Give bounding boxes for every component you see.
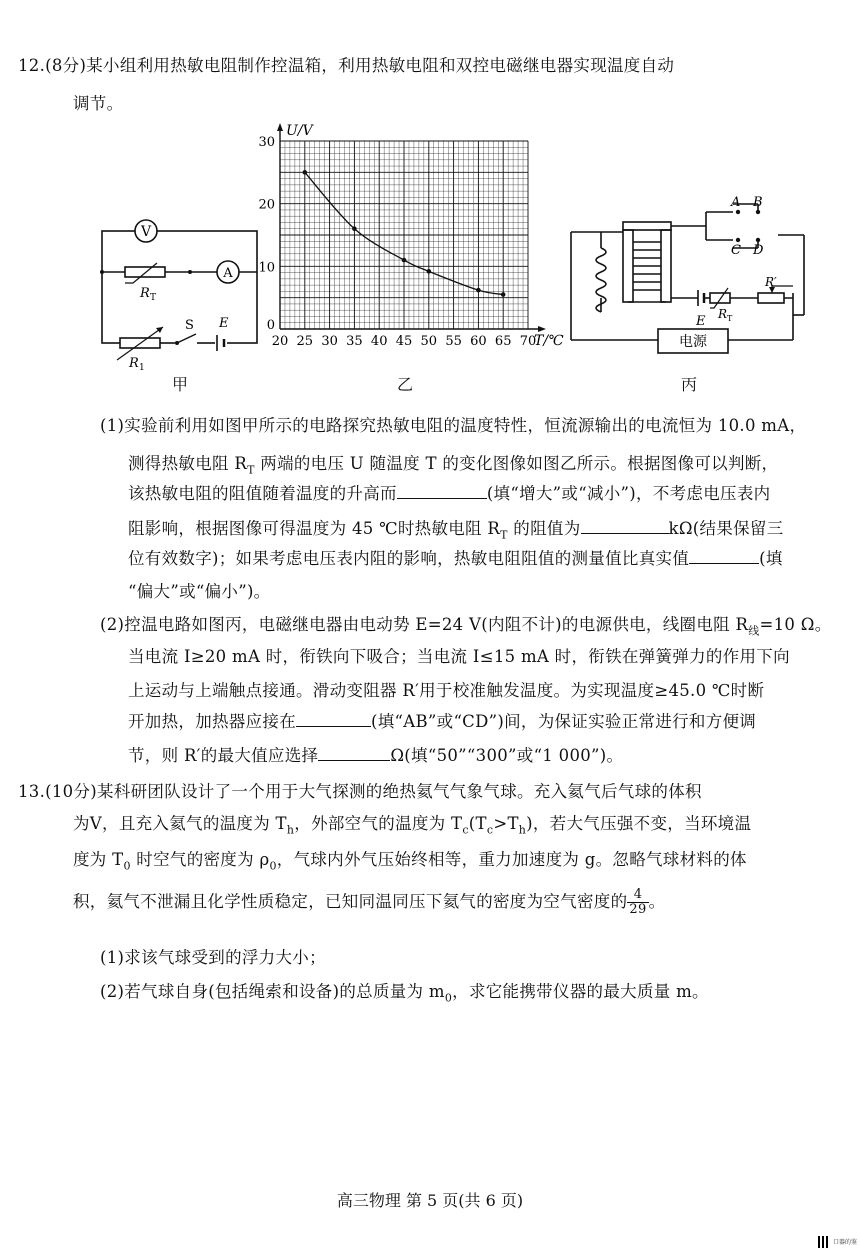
- q12-p2-l4a: 开加热，加热器应接在: [128, 712, 296, 731]
- y-tick-label: 0: [266, 318, 275, 333]
- q12-p2-line1: [100, 611, 832, 638]
- q12-p1-line2: [128, 450, 778, 476]
- chart-xlabel: T/℃: [534, 333, 564, 349]
- q13-line2: [73, 810, 751, 836]
- contact-a-label: A: [731, 195, 741, 210]
- q13-l2b: ，外部空气的温度为 T: [294, 814, 463, 833]
- x-tick-label: 25: [296, 334, 314, 349]
- q13-l3-sub1: 0: [123, 859, 131, 873]
- bing-rprime: [758, 293, 784, 303]
- q12-p1-l3b: (填“增大”或“减小”)，不考虑电压表内: [486, 484, 771, 503]
- q13-sub1: (1)求该气球受到的浮力大小；: [100, 948, 326, 967]
- figure-yi-chart: [258, 116, 580, 351]
- contact-d-label: D: [753, 243, 764, 258]
- q13-l2-sub4: h: [518, 823, 527, 837]
- contact-b-label: B: [753, 195, 763, 210]
- q13-s2-sub: 0: [444, 991, 453, 1005]
- q13-line3: [73, 846, 747, 872]
- y-tick-label: 10: [258, 260, 275, 276]
- q12-p2-line4: [128, 708, 756, 732]
- x-tick-label: 45: [395, 334, 413, 349]
- q13-l3c: ，气球内外气压始终相等，重力加速度为 g。忽略气球材料的体: [276, 850, 747, 869]
- x-tick-label: 55: [445, 334, 462, 349]
- q13-l2a: 为V，且充入氦气的温度为 T: [73, 814, 287, 833]
- q13-sub2: [100, 978, 709, 1004]
- q12-p1-l4a: 阻影响，根据图像可得温度为 45 ℃时热敏电阻 R: [128, 519, 501, 538]
- figure-jia-circuit: [95, 215, 270, 390]
- q12-p2-l1-sub: 线: [748, 624, 760, 638]
- q12-p2-line5: [128, 742, 623, 766]
- q13-l3-sub2: 0: [269, 859, 277, 873]
- figure-bing-circuit: [568, 190, 808, 365]
- q12-p2-l5a: 节，则 R′的最大值应选择: [128, 746, 319, 765]
- figure-jia-caption: 甲: [172, 375, 189, 394]
- power-source-label: 电源: [679, 334, 707, 350]
- q12-p1-line6: “偏大”或“偏小”)。: [128, 582, 271, 601]
- q12-line1: 12.(8分)某小组利用热敏电阻制作控温箱，利用热敏电阻和双控电磁继电器实现温度自动: [18, 56, 675, 75]
- q12-p1-line5: [128, 545, 783, 569]
- q12-p1-l5a: 位有效数字)；如果考虑电压表内阻的影响，热敏电阻阻值的测量值比真实值: [128, 549, 690, 568]
- page-footer: 高三物理 第 5 页(共 6 页): [336, 1191, 524, 1210]
- x-tick-label: 60: [470, 334, 487, 349]
- q13-l2-sub1: h: [286, 823, 295, 837]
- q12-p1-line1: (1)实验前利用如图甲所示的电路探究热敏电阻的温度特性，恒流源输出的电流恒为 10.0 mA，: [100, 416, 807, 435]
- figure-yi-caption: 乙: [397, 375, 414, 394]
- q12-p1-l4b: 的阻值为: [507, 519, 581, 538]
- r1-label: R: [129, 356, 139, 371]
- battery-label: E: [219, 316, 229, 331]
- q13-l2-sub2: c: [462, 823, 469, 837]
- ammeter-label: A: [223, 266, 233, 281]
- q13-l2-sub3: c: [486, 823, 494, 837]
- chart-ylabel: U/V: [286, 123, 313, 139]
- bing-thermistor: [710, 293, 730, 303]
- rt-label: R: [140, 286, 150, 301]
- q13-line1: 13.(10分)某科研团队设计了一个用于大气探测的绝热氦气气象气球。充入氦气后气球的体积: [18, 782, 702, 801]
- q13-l3a: 度为 T: [73, 850, 124, 869]
- fraction-numerator: 4: [627, 888, 648, 903]
- q12-p1-l2-sub: T: [247, 463, 255, 477]
- q12-p1-line4: [128, 515, 784, 541]
- y-axis-arrow-icon: [277, 123, 283, 131]
- q12-p1-line3: [128, 480, 770, 504]
- data-point: [352, 226, 357, 231]
- x-tick-label: 65: [494, 334, 512, 349]
- q13-s2b: ，求它能携带仪器的最大质量 m。: [452, 982, 709, 1001]
- figure-bing-caption: 丙: [681, 375, 698, 394]
- data-point: [501, 292, 506, 297]
- q12-p2-line2: 当电流 I≥20 mA 时，衔铁向下吸合；当电流 I≤15 mA 时，衔铁在弹簧弹力的作用下向: [128, 647, 790, 666]
- data-point: [402, 258, 407, 263]
- x-tick-label: 50: [420, 334, 438, 349]
- q13-l2d: >T: [493, 814, 519, 833]
- r1-sub: 1: [139, 363, 145, 373]
- q12-p2-l1a: (2)控温电路如图丙，电磁继电器由电动势 E=24 V(内阻不计)的电源供电，线圈电阻 R: [100, 615, 749, 634]
- q12-p2-l1b: =10 Ω。: [759, 615, 832, 634]
- bing-rt-label: R: [718, 307, 728, 321]
- fraction-4-29: [627, 888, 648, 917]
- q13-l4a: 积，氦气不泄漏且化学性质稳定，已知同温同压下氦气的密度为空气密度的: [73, 892, 628, 911]
- q12-p1-l2a: 测得热敏电阻 R: [128, 454, 248, 473]
- thermistor-rt: [125, 267, 165, 277]
- x-tick-label: 30: [321, 334, 338, 349]
- x-tick-label: 35: [346, 334, 363, 349]
- q12-p2-l5b: Ω(填“50”“300”或“1 000”)。: [390, 746, 624, 765]
- qr-code-icon: [818, 1236, 830, 1248]
- answer-blank-2[interactable]: [581, 517, 669, 534]
- q13-line4: [73, 888, 665, 917]
- contact-c-label: C: [731, 243, 741, 258]
- q13-l2e: )，若大气压强不变，当环境温: [526, 814, 752, 833]
- y-tick-label: 20: [258, 197, 275, 213]
- q13-l4b: 。: [648, 892, 666, 911]
- q12-p1-l4-sub: T: [500, 528, 508, 542]
- answer-blank-5[interactable]: [318, 744, 390, 761]
- q12-p1-l2c: 两端的电压 U 随温度 T 的变化图像如图乙所示。根据图像可以判断，: [254, 454, 779, 473]
- q12-p2-line3: 上运动与上端触点接通。滑动变阻器 R′用于校准触发温度。为实现温度≥45.0 ℃时断: [128, 681, 765, 700]
- answer-blank-1[interactable]: [397, 482, 487, 499]
- x-tick-label: 40: [370, 334, 388, 349]
- q13-l2c: (T: [468, 814, 487, 833]
- qr-caption: 口器的鉴: [833, 1239, 858, 1246]
- bing-rt-sub: T: [727, 314, 733, 323]
- x-tick-label: 70: [519, 334, 537, 349]
- x-tick-label: 20: [271, 334, 289, 349]
- answer-blank-3[interactable]: [689, 547, 759, 564]
- data-point: [476, 288, 481, 293]
- data-point: [303, 170, 308, 175]
- voltmeter-label: V: [140, 224, 152, 240]
- q12-line2: 调节。: [73, 94, 124, 113]
- q13-l3b: 时空气的密度为 ρ: [130, 850, 270, 869]
- q12-p1-l3a: 该热敏电阻的阻值随着温度的升高而: [128, 484, 397, 503]
- bing-rprime-label: R′: [765, 275, 777, 289]
- q12-p1-l5b: (填: [759, 549, 783, 568]
- y-tick-label: 30: [258, 135, 275, 150]
- fraction-denominator: 29: [629, 902, 647, 917]
- rt-sub: T: [150, 293, 157, 303]
- switch-label: S: [185, 318, 194, 333]
- q12-p2-l4b: (填“AB”或“CD”)间，为保证实验正常进行和方便调: [371, 712, 757, 731]
- q13-s2a: (2)若气球自身(包括绳索和设备)的总质量为 m: [100, 982, 445, 1001]
- q12-p1-l4c: kΩ(结果保留三: [668, 519, 784, 538]
- x-axis-arrow-icon: [538, 326, 546, 332]
- bing-battery-label: E: [696, 314, 706, 329]
- data-point: [427, 269, 432, 274]
- answer-blank-4[interactable]: [296, 710, 371, 727]
